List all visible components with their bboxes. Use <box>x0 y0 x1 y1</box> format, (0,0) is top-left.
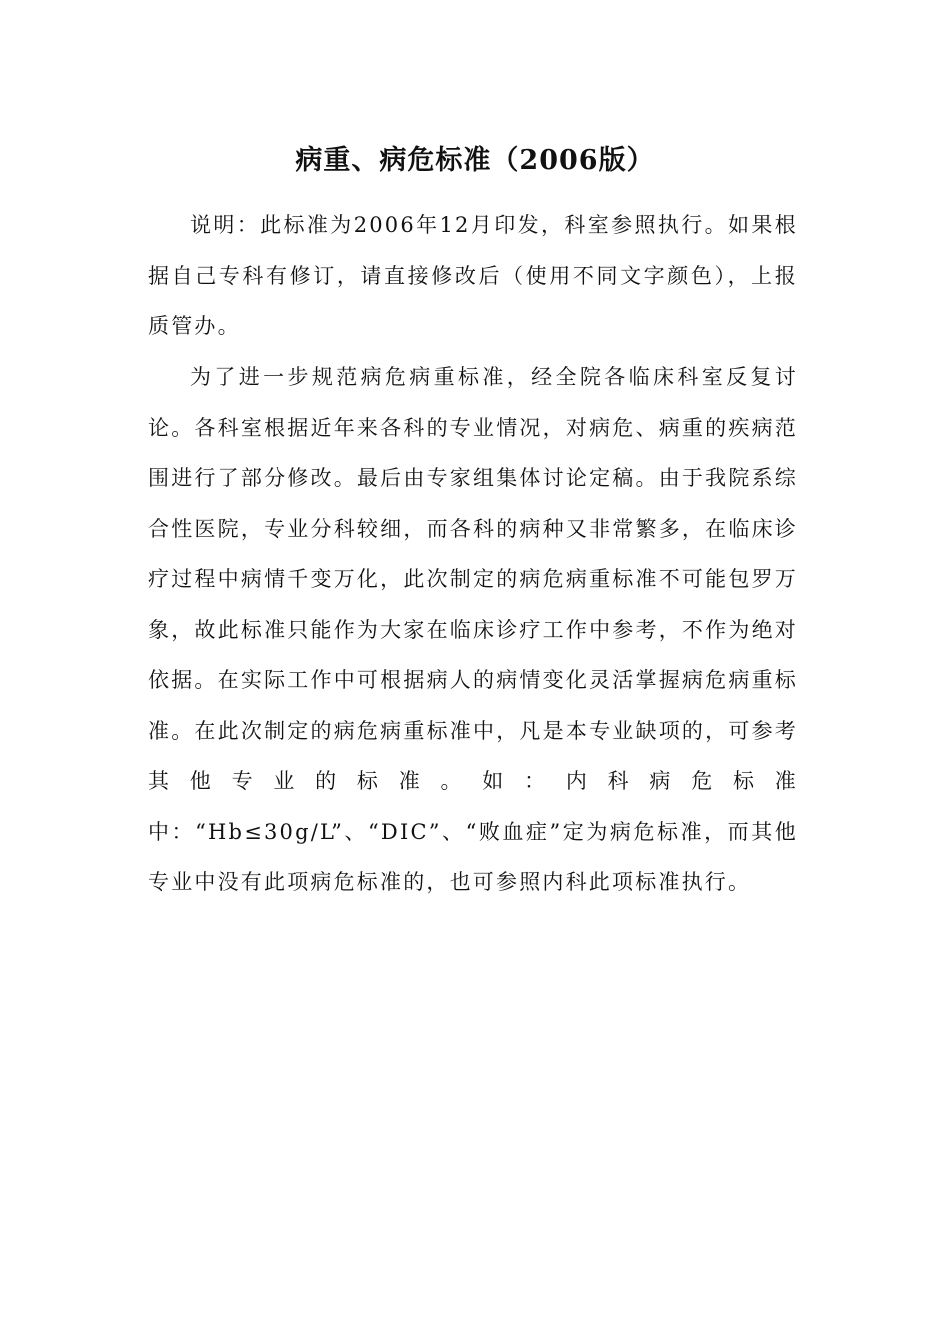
introduction-paragraph: 为了进一步规范病危病重标准，经全院各临床科室反复讨论。各科室根据近年来各科的专业情况，对病危、病重的疾病范围进行了部分修改。最后由专家组集体讨论定稿。由于我院系综合性医院，专业分科较细，而各科的病种又非常繁多，在临床诊疗过程中病情千变万化，此次制定的病危病重标准不可能包罗万象，故此标准只能作为大家在临床诊疗工作中参考，不作为绝对依据。在实际工作中可根据病人的病情变化灵活掌握病危病重标准。在此次制定的病危病重标准中，凡是本专业缺项的，可参考其他专业的标准。如：内科病危标准中：“Hb≤30g/L”、“DIC”、“败血症”定为病危标准，而其他专业中没有此项病危标准的，也可参照内科此项标准执行。 <box>148 365 798 894</box>
explanation-paragraph: 说明：此标准为2006年12月印发，科室参照执行。如果根据自己专科有修订，请直接修改后（使用不同文字颜色），上报质管办。 <box>148 213 798 338</box>
document-title: 病重、病危标准（2006版） <box>295 145 655 176</box>
